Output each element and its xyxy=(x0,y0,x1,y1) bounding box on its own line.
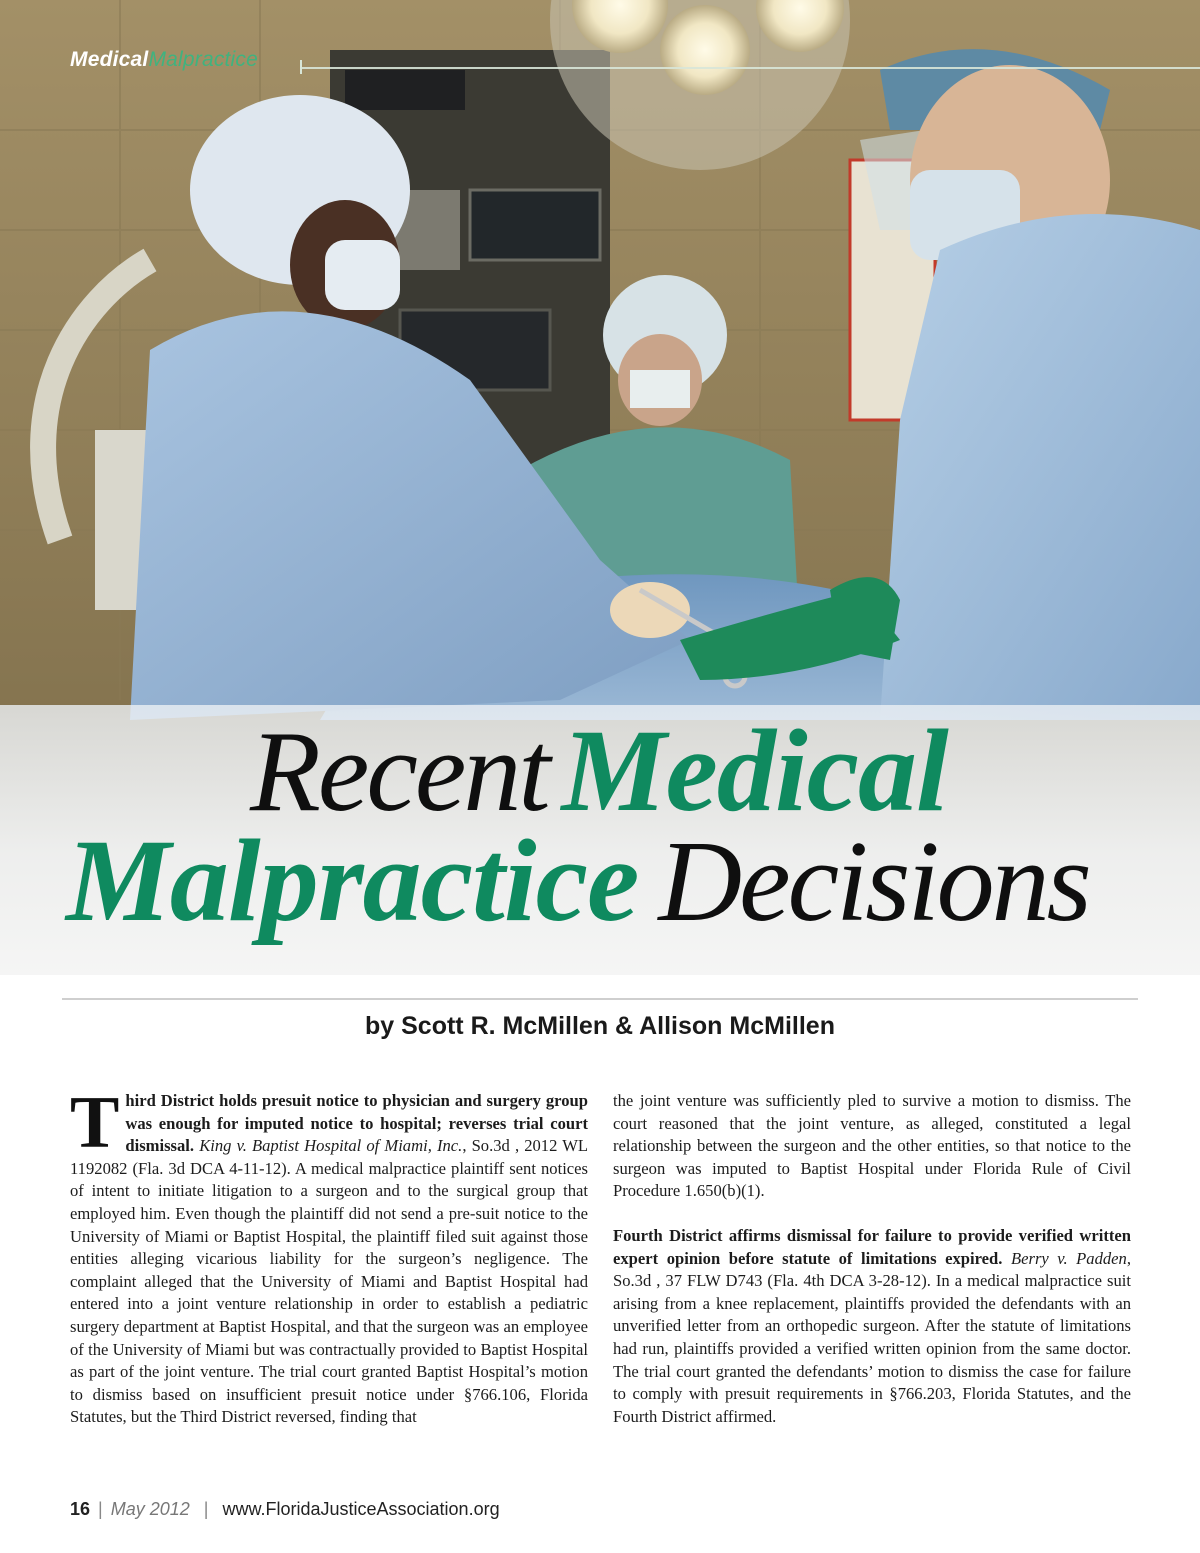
case-name-king: King v. Baptist Hospital of Miami, Inc. xyxy=(199,1136,463,1156)
title-word-medical: Medical xyxy=(561,705,948,836)
case-name-berry: Berry v. Padden xyxy=(1010,1248,1127,1268)
case-body-king: , So.3d , 2012 WL 1192082 (Fla. 3d DCA 4-11-12). A medical malpractice plaintiff sent notices of intent to initiate litigation to a surgeon and to the surgical group that employed him. Even though the plaintiff did not send a pre-suit notice to the University of Miami or Baptist Hospital, the plaintiff filed suit against those entities alleging vicarious liability for the surgeon’s negligence. The complaint alleged that the University of Miami and Baptist Hospital had entered into a joint venture relationship in order to establish a pediatric surgery department at Baptist Hospital, and that the surgeon was an employee of the University of Miami but was contractually provided to Baptist Hospital as part of the joint venture. The trial court granted Baptist Hospital’s motion to dismiss based on insufficient presuit notice under §766.106, Florida Statutes, but the Third District reversed, finding that xyxy=(70,1136,589,1427)
case-heading-berry: Fourth District affirms dismissal for failure to provide verified written expert opinion before statute of limitations expired. xyxy=(613,1225,1131,1268)
case-summary-berry xyxy=(613,1225,1131,1428)
drop-cap: T xyxy=(70,1082,120,1164)
issue-date: May 2012 xyxy=(110,1499,190,1519)
case-body-berry: , So.3d , 37 FLW D743 (Fla. 4th DCA 3-28-12). In a medical malpractice suit arising from a knee replacement, plaintiffs provided the defendants with an unverified letter from an orthopedic surgeon. After the statute of limitations had run, plaintiffs provided a verified written opinion from the same doctor. The trial court granted the defendants’ motion to dismiss the case for failure to comply with presuit requirements in §766.203, Florida Statutes, and the Fourth District affirmed. xyxy=(613,1248,1131,1426)
title-word-recent: Recent xyxy=(250,708,548,836)
right-column xyxy=(613,1090,1131,1428)
paragraph-gap xyxy=(613,1203,1131,1225)
case-summary-king xyxy=(70,1082,589,1429)
title-line-1 xyxy=(250,705,948,836)
page-number: 16 xyxy=(70,1499,91,1519)
left-column xyxy=(70,1082,589,1429)
case-continuation-king: the joint venture was sufficiently pled to survive a motion to dismiss. The court reasoned that the joint venture, as alleged, constituted a legal relationship between the surgeon and the other entities, so that notice to the surgeon was imputed to Baptist Hospital under Florida Rule of Civil Procedure 1.650(b)(1). xyxy=(613,1091,1131,1201)
footer-separator: | xyxy=(98,1499,103,1519)
title-word-decisions: Decisions xyxy=(658,818,1089,946)
byline-rule xyxy=(62,998,1138,1000)
page-footer xyxy=(70,1499,500,1520)
section-tag xyxy=(70,48,258,72)
title-line-2 xyxy=(66,815,1089,946)
section-tag-word1: Medical xyxy=(70,48,149,71)
section-tag-word2: Malpractice xyxy=(148,48,259,71)
title-word-malpractice: Malpractice xyxy=(66,815,639,946)
footer-separator: | xyxy=(203,1499,209,1519)
case-heading-king: hird District holds presuit notice to physician and surgery group was enough for imputed notice to hospital; reverses trial court dismissal. xyxy=(125,1091,588,1156)
section-tag-rule xyxy=(300,67,1200,69)
byline: by Scott R. McMillen & Allison McMillen xyxy=(365,1012,835,1040)
website-link[interactable]: www.FloridaJusticeAssociation.org xyxy=(222,1499,500,1519)
